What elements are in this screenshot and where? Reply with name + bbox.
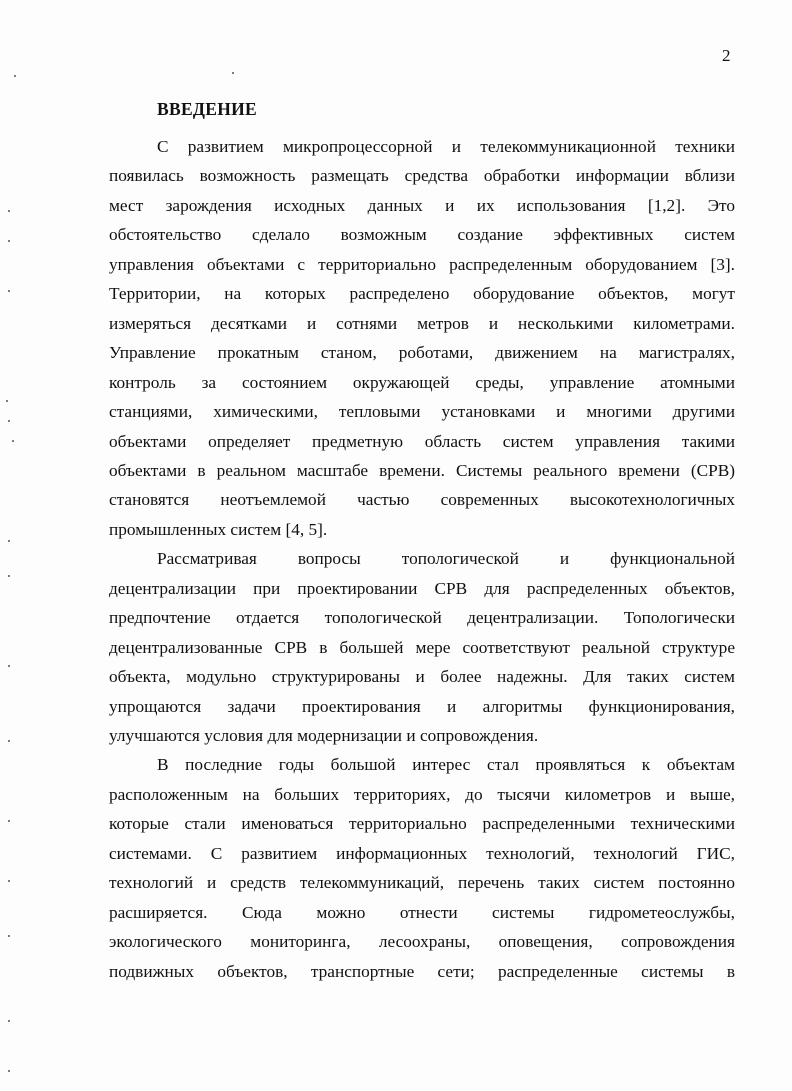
scan-speck <box>8 290 10 292</box>
scan-speck <box>232 72 234 74</box>
paragraph-3-line: В последние годы большой интерес стал проявляться к объектам <box>157 755 735 775</box>
paragraph-3-line: технологий и средств телекоммуникаций, перечень таких систем постоянно <box>109 873 735 893</box>
paragraph-2-line: децентрализации при проектировании СРВ для распределенных объектов, <box>109 578 735 598</box>
scan-speck <box>8 665 10 667</box>
scan-speck <box>8 540 10 542</box>
paragraph-2-line: предпочтение отдается топологической децентрализации. Топологически <box>109 608 735 628</box>
scan-speck <box>8 420 10 422</box>
paragraph-1-line: объектами в реальном масштабе времени. Системы реального времени (СРВ) <box>109 460 735 480</box>
paragraph-1-line: измеряться десятками и сотнями метров и несколькими километрами. <box>109 313 735 333</box>
paragraph-1-line: С развитием микропроцессорной и телекоммуникационной техники <box>157 137 735 156</box>
paragraph-2-line: объекта, модульно структурированы и более надежны. Для таких систем <box>109 667 735 687</box>
paragraph-1-line: Территории, на которых распределено оборудование объектов, могут <box>109 284 735 304</box>
paragraph-1-line: станциями, химическими, тепловыми установками и многими другими <box>109 402 735 422</box>
scan-speck <box>8 935 10 937</box>
scan-speck <box>8 820 10 822</box>
paragraph-1-line: контроль за состоянием окружающей среды, управление атомными <box>109 372 735 392</box>
scan-speck <box>8 740 10 742</box>
paragraph-2-line: Рассматривая вопросы топологической и функциональной <box>157 549 735 569</box>
paragraph-2-line: децентрализованные СРВ в большей мере соответствуют реальной структуре <box>109 637 735 657</box>
scan-speck <box>8 880 10 882</box>
paragraph-2-line: упрощаются задачи проектирования и алгоритмы функционирования, <box>109 696 735 716</box>
paragraph-3-line: расширяется. Сюда можно отнести системы гидрометеослужбы, <box>109 902 735 922</box>
paragraph-1-line: обстоятельство сделало возможным создание эффективных систем <box>109 225 735 245</box>
paragraph-1-line: Управление прокатным станом, роботами, движением на магистралях, <box>109 343 735 363</box>
paragraph-1-line: становятся неотъемлемой частью современных высокотехнологичных <box>109 490 735 510</box>
scan-speck <box>8 1020 10 1022</box>
paragraph-1-line: объектами определяет предметную область систем управления такими <box>109 431 735 451</box>
paragraph-3-line: экологического мониторинга, лесоохраны, оповещения, сопровождения <box>109 932 735 952</box>
page-number: 2 <box>722 46 731 65</box>
paragraph-3-line: подвижных объектов, транспортные сети; распределенные системы в <box>109 961 735 981</box>
scan-speck <box>14 75 16 77</box>
scan-speck <box>8 210 10 212</box>
section-heading: ВВЕДЕНИЕ <box>157 99 258 119</box>
paragraph-1-line: появилась возможность размещать средства обработки информации вблизи <box>109 166 735 186</box>
paragraph-1-line: управления объектами с территориально распределенным оборудованием [3]. <box>109 254 735 274</box>
scan-speck <box>12 440 14 442</box>
scan-speck <box>8 1070 10 1072</box>
paragraph-3-line: системами. С развитием информационных технологий, технологий ГИС, <box>109 843 735 863</box>
paragraph-3-line: расположенным на больших территориях, до тысячи километров и выше, <box>109 784 735 804</box>
scan-speck <box>8 575 10 577</box>
paragraph-1-line: промышленных систем [4, 5]. <box>109 519 328 539</box>
paragraph-1-line: мест зарождения исходных данных и их использования [1,2]. Это <box>109 195 735 215</box>
paragraph-2-line: улучшаются условия для модернизации и сопровождения. <box>109 726 539 745</box>
scan-speck <box>8 240 10 242</box>
scan-speck <box>6 400 8 402</box>
paragraph-3-line: которые стали именоваться территориально распределенными техническими <box>109 814 735 834</box>
